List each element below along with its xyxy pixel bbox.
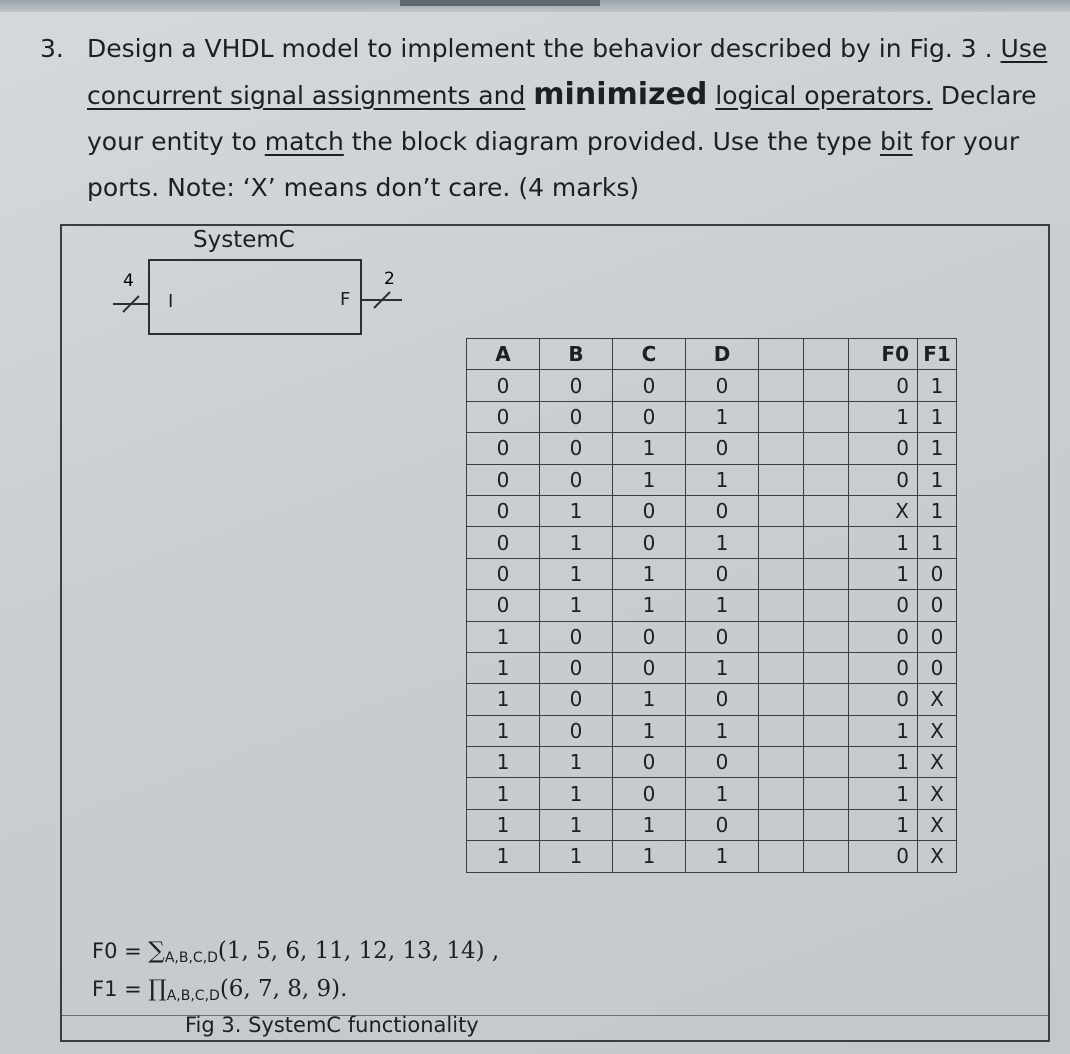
cell-f0: 0 bbox=[849, 464, 918, 495]
cell-blank1 bbox=[759, 558, 804, 589]
cell-f0: 0 bbox=[849, 590, 918, 621]
header-blank2 bbox=[804, 339, 849, 370]
cell-blank1 bbox=[759, 495, 804, 526]
cell-f1: 0 bbox=[918, 558, 957, 589]
cell-b: 1 bbox=[540, 809, 613, 840]
cell-a: 0 bbox=[467, 558, 540, 589]
cell-b: 1 bbox=[540, 558, 613, 589]
cell-f1: X bbox=[918, 747, 957, 778]
cell-f1: X bbox=[918, 841, 957, 872]
cell-b: 0 bbox=[540, 652, 613, 683]
cell-f0: 0 bbox=[849, 621, 918, 652]
input-port-label: I bbox=[168, 291, 174, 312]
cell-blank1 bbox=[759, 621, 804, 652]
cell-a: 1 bbox=[467, 747, 540, 778]
cell-d: 1 bbox=[686, 778, 759, 809]
cell-blank2 bbox=[804, 590, 849, 621]
cell-blank1 bbox=[759, 590, 804, 621]
cell-f1: 1 bbox=[918, 495, 957, 526]
cell-d: 1 bbox=[686, 715, 759, 746]
cell-blank1 bbox=[759, 401, 804, 432]
cell-d: 1 bbox=[686, 841, 759, 872]
cell-f0: 1 bbox=[849, 527, 918, 558]
cell-f0: 1 bbox=[849, 401, 918, 432]
cell-d: 1 bbox=[686, 401, 759, 432]
cell-blank2 bbox=[804, 464, 849, 495]
cell-a: 0 bbox=[467, 370, 540, 401]
cell-b: 1 bbox=[540, 841, 613, 872]
cell-c: 0 bbox=[613, 747, 686, 778]
cell-b: 0 bbox=[540, 715, 613, 746]
cell-d: 0 bbox=[686, 747, 759, 778]
cell-f0: 1 bbox=[849, 747, 918, 778]
cell-f1: 0 bbox=[918, 590, 957, 621]
cell-blank1 bbox=[759, 433, 804, 464]
table-row bbox=[467, 778, 957, 809]
cell-f0: 1 bbox=[849, 809, 918, 840]
question-line-1: 3. Design a VHDL model to implement the behavior described by in Fig. 3 . Use bbox=[40, 26, 1040, 72]
question-line-3: your entity to match the block diagram provided. Use the type bit for your bbox=[87, 127, 1020, 156]
cell-f0: 1 bbox=[849, 558, 918, 589]
block-name: SystemC bbox=[193, 227, 295, 253]
cell-b: 0 bbox=[540, 621, 613, 652]
cell-c: 0 bbox=[613, 527, 686, 558]
cell-d: 0 bbox=[686, 370, 759, 401]
cell-f1: X bbox=[918, 809, 957, 840]
header-a: A bbox=[467, 339, 540, 370]
cell-d: 0 bbox=[686, 684, 759, 715]
header-b: B bbox=[540, 339, 613, 370]
header-d: D bbox=[686, 339, 759, 370]
table-header-row bbox=[467, 339, 957, 370]
cell-c: 1 bbox=[613, 715, 686, 746]
cell-b: 1 bbox=[540, 495, 613, 526]
table-row bbox=[467, 464, 957, 495]
cell-c: 1 bbox=[613, 464, 686, 495]
input-bus-icon bbox=[113, 266, 153, 316]
cell-blank1 bbox=[759, 778, 804, 809]
cell-blank1 bbox=[759, 370, 804, 401]
cell-c: 0 bbox=[613, 652, 686, 683]
table-row bbox=[467, 841, 957, 872]
top-bar-tab bbox=[400, 0, 600, 6]
cell-d: 0 bbox=[686, 621, 759, 652]
cell-blank2 bbox=[804, 433, 849, 464]
use-link-text: Use bbox=[1000, 34, 1048, 63]
cell-d: 0 bbox=[686, 558, 759, 589]
cell-blank2 bbox=[804, 527, 849, 558]
cell-a: 1 bbox=[467, 809, 540, 840]
cell-blank1 bbox=[759, 527, 804, 558]
table-row bbox=[467, 370, 957, 401]
cell-blank1 bbox=[759, 652, 804, 683]
cell-f1: 1 bbox=[918, 370, 957, 401]
cell-d: 0 bbox=[686, 809, 759, 840]
cell-a: 0 bbox=[467, 464, 540, 495]
header-f0: F0 bbox=[849, 339, 918, 370]
cell-blank2 bbox=[804, 495, 849, 526]
f1-equation: $F1 = \prod_{A,B,C,D}(6$, 7, 8, 9). bbox=[92, 976, 348, 1004]
cell-blank2 bbox=[804, 558, 849, 589]
cell-a: 0 bbox=[467, 495, 540, 526]
cell-c: 0 bbox=[613, 495, 686, 526]
systemc-block bbox=[148, 259, 362, 335]
cell-c: 1 bbox=[613, 684, 686, 715]
cell-d: 1 bbox=[686, 652, 759, 683]
cell-f0: 0 bbox=[849, 370, 918, 401]
cell-f1: 1 bbox=[918, 527, 957, 558]
cell-b: 1 bbox=[540, 527, 613, 558]
cell-a: 0 bbox=[467, 401, 540, 432]
cell-blank1 bbox=[759, 809, 804, 840]
cell-a: 0 bbox=[467, 590, 540, 621]
minimized-emphasis: minimized bbox=[533, 77, 708, 112]
cell-a: 1 bbox=[467, 684, 540, 715]
table-row bbox=[467, 684, 957, 715]
cell-blank2 bbox=[804, 715, 849, 746]
cell-blank1 bbox=[759, 464, 804, 495]
cell-f0: 0 bbox=[849, 841, 918, 872]
cell-b: 1 bbox=[540, 778, 613, 809]
header-blank1 bbox=[759, 339, 804, 370]
table-row bbox=[467, 621, 957, 652]
cell-c: 1 bbox=[613, 809, 686, 840]
cell-a: 1 bbox=[467, 841, 540, 872]
cell-d: 0 bbox=[686, 495, 759, 526]
cell-b: 1 bbox=[540, 590, 613, 621]
table-row bbox=[467, 715, 957, 746]
cell-d: 1 bbox=[686, 527, 759, 558]
table-row bbox=[467, 527, 957, 558]
cell-f1: 1 bbox=[918, 464, 957, 495]
output-bus-icon bbox=[360, 266, 404, 316]
cell-blank2 bbox=[804, 401, 849, 432]
table-row bbox=[467, 433, 957, 464]
cell-c: 0 bbox=[613, 370, 686, 401]
question-number: 3. bbox=[40, 34, 64, 63]
table-row bbox=[467, 495, 957, 526]
input-bus-width: 4 bbox=[123, 271, 134, 291]
output-port-label: F bbox=[340, 289, 351, 310]
truth-table bbox=[466, 338, 957, 873]
cell-blank1 bbox=[759, 747, 804, 778]
cell-blank2 bbox=[804, 747, 849, 778]
cell-f0: X bbox=[849, 495, 918, 526]
cell-blank2 bbox=[804, 684, 849, 715]
f0-equation: $F0 = \sum_{A,B,C,D}(1$, 5, 6, 11, 12, 13, 14) , bbox=[92, 938, 500, 966]
cell-blank2 bbox=[804, 809, 849, 840]
cell-b: 0 bbox=[540, 401, 613, 432]
figure-caption: Fig 3. SystemC functionality bbox=[185, 1013, 479, 1037]
top-bar bbox=[0, 0, 1070, 12]
cell-c: 0 bbox=[613, 401, 686, 432]
cell-b: 0 bbox=[540, 433, 613, 464]
cell-blank1 bbox=[759, 715, 804, 746]
table-row bbox=[467, 809, 957, 840]
cell-f0: 1 bbox=[849, 778, 918, 809]
question-text bbox=[40, 26, 1048, 211]
header-c: C bbox=[613, 339, 686, 370]
cell-f1: 0 bbox=[918, 621, 957, 652]
cell-a: 1 bbox=[467, 715, 540, 746]
cell-f1: 0 bbox=[918, 652, 957, 683]
cell-b: 1 bbox=[540, 747, 613, 778]
cell-d: 0 bbox=[686, 433, 759, 464]
cell-f0: 1 bbox=[849, 715, 918, 746]
cell-a: 0 bbox=[467, 527, 540, 558]
cell-f0: 0 bbox=[849, 684, 918, 715]
table-row bbox=[467, 747, 957, 778]
cell-c: 1 bbox=[613, 558, 686, 589]
cell-b: 0 bbox=[540, 684, 613, 715]
cell-a: 0 bbox=[467, 433, 540, 464]
cell-f1: X bbox=[918, 715, 957, 746]
cell-c: 0 bbox=[613, 778, 686, 809]
cell-c: 1 bbox=[613, 841, 686, 872]
cell-blank2 bbox=[804, 370, 849, 401]
cell-f1: X bbox=[918, 684, 957, 715]
question-line-2: concurrent signal assignments and minimized logical operators. Declare bbox=[87, 77, 1037, 112]
cell-b: 0 bbox=[540, 370, 613, 401]
cell-c: 0 bbox=[613, 621, 686, 652]
cell-blank2 bbox=[804, 621, 849, 652]
cell-f1: 1 bbox=[918, 401, 957, 432]
cell-f1: 1 bbox=[918, 433, 957, 464]
cell-b: 0 bbox=[540, 464, 613, 495]
table-row bbox=[467, 401, 957, 432]
cell-blank1 bbox=[759, 684, 804, 715]
cell-d: 1 bbox=[686, 464, 759, 495]
cell-blank2 bbox=[804, 652, 849, 683]
cell-a: 1 bbox=[467, 621, 540, 652]
cell-c: 1 bbox=[613, 590, 686, 621]
cell-blank2 bbox=[804, 778, 849, 809]
cell-f0: 0 bbox=[849, 433, 918, 464]
output-bus-width: 2 bbox=[384, 269, 395, 289]
cell-f0: 0 bbox=[849, 652, 918, 683]
cell-a: 1 bbox=[467, 652, 540, 683]
cell-c: 1 bbox=[613, 433, 686, 464]
cell-d: 1 bbox=[686, 590, 759, 621]
table-row bbox=[467, 590, 957, 621]
cell-f1: X bbox=[918, 778, 957, 809]
cell-blank2 bbox=[804, 841, 849, 872]
table-row bbox=[467, 558, 957, 589]
cell-blank1 bbox=[759, 841, 804, 872]
question-line-4: ports. Note: ‘X’ means don’t care. (4 marks) bbox=[87, 173, 640, 202]
cell-a: 1 bbox=[467, 778, 540, 809]
header-f1: F1 bbox=[918, 339, 957, 370]
table-row bbox=[467, 652, 957, 683]
